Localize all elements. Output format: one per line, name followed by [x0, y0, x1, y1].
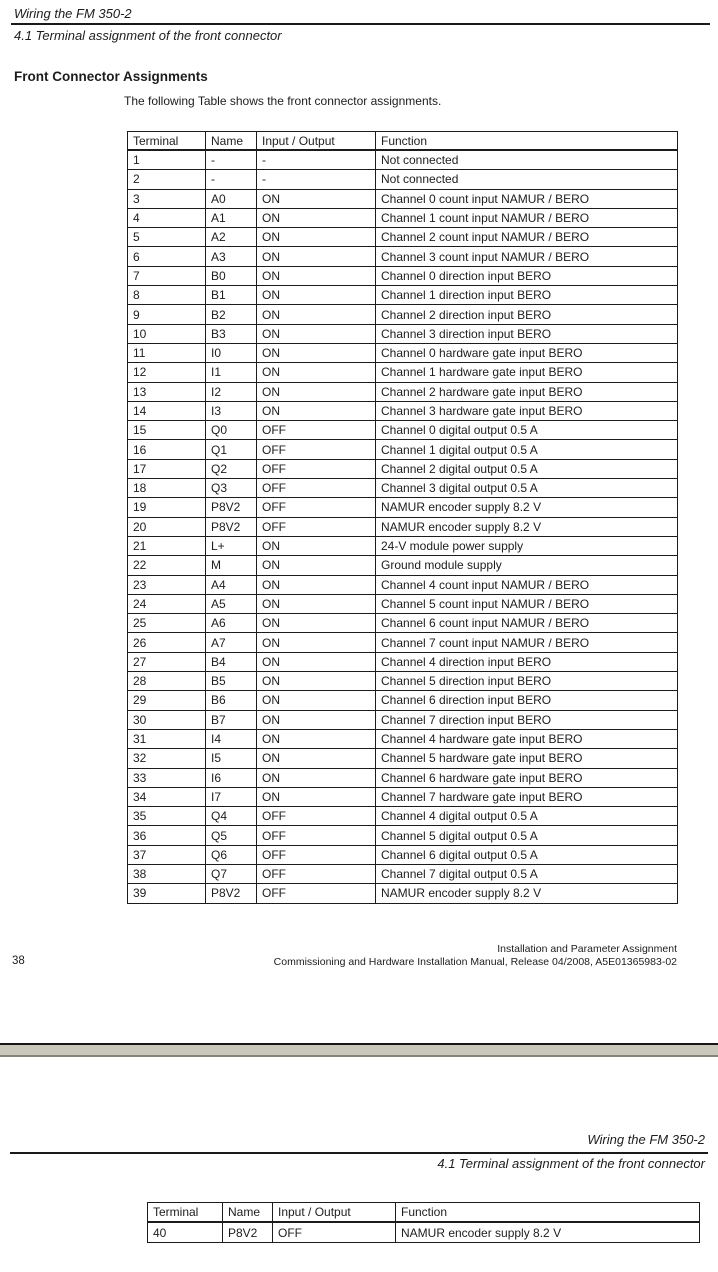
table-cell: 5 [128, 228, 206, 247]
table-cell: ON [257, 787, 376, 806]
table-cell: 13 [128, 382, 206, 401]
table-cell: OFF [257, 498, 376, 517]
table-cell: ON [257, 208, 376, 227]
table-cell: 6 [128, 247, 206, 266]
table-cell: ON [257, 324, 376, 343]
table-cell: I1 [206, 363, 257, 382]
table-cell: Channel 0 digital output 0.5 A [376, 421, 678, 440]
table-cell: Channel 7 digital output 0.5 A [376, 864, 678, 883]
table-cell: - [257, 150, 376, 170]
table-cell: OFF [257, 421, 376, 440]
page-separator-band [0, 1045, 718, 1055]
table-cell: 38 [128, 864, 206, 883]
table-cell: 1 [128, 150, 206, 170]
table-cell: Not connected [376, 150, 678, 170]
table-cell: 3 [128, 189, 206, 208]
page2-header-rule [10, 1152, 708, 1154]
table-cell: ON [257, 768, 376, 787]
table-cell: ON [257, 729, 376, 748]
table-row [128, 594, 678, 613]
table-row [128, 459, 678, 478]
table-cell: ON [257, 266, 376, 285]
table-cell: ON [257, 614, 376, 633]
table-cell: Channel 0 direction input BERO [376, 266, 678, 285]
table-cell: Channel 0 hardware gate input BERO [376, 343, 678, 362]
table-row [128, 401, 678, 420]
column-header: Function [376, 132, 678, 151]
table-cell: OFF [257, 845, 376, 864]
table-row [128, 826, 678, 845]
table-cell: 37 [128, 845, 206, 864]
table-cell: 11 [128, 343, 206, 362]
table-row [128, 150, 678, 170]
table-cell: L+ [206, 536, 257, 555]
table-cell: A2 [206, 228, 257, 247]
page2-running-title: Wiring the FM 350-2 [587, 1132, 705, 1147]
table-row [128, 710, 678, 729]
table-cell: 31 [128, 729, 206, 748]
table-cell: Q5 [206, 826, 257, 845]
table-cell: 22 [128, 556, 206, 575]
table-cell: ON [257, 536, 376, 555]
column-header: Input / Output [273, 1203, 396, 1223]
column-header: Terminal [148, 1203, 223, 1223]
table-cell: ON [257, 343, 376, 362]
table-cell: Channel 4 digital output 0.5 A [376, 807, 678, 826]
table-row [128, 749, 678, 768]
table-cell: ON [257, 575, 376, 594]
page2-running-subtitle: 4.1 Terminal assignment of the front connector [437, 1156, 705, 1171]
table-cell: 4 [128, 208, 206, 227]
table-row [128, 189, 678, 208]
table-cell: Channel 5 hardware gate input BERO [376, 749, 678, 768]
table-row [128, 208, 678, 227]
table-cell: P8V2 [206, 517, 257, 536]
table-row [128, 421, 678, 440]
table-cell: Channel 4 direction input BERO [376, 652, 678, 671]
table-row [128, 498, 678, 517]
table-cell: Q1 [206, 440, 257, 459]
table-cell: ON [257, 749, 376, 768]
table-cell: Channel 6 count input NAMUR / BERO [376, 614, 678, 633]
table-cell: P8V2 [206, 498, 257, 517]
table-cell: 35 [128, 807, 206, 826]
table-cell: 14 [128, 401, 206, 420]
table-cell: I7 [206, 787, 257, 806]
table-cell: ON [257, 286, 376, 305]
table-cell: ON [257, 247, 376, 266]
table-cell: OFF [257, 459, 376, 478]
table-cell: 30 [128, 710, 206, 729]
table-cell: Q2 [206, 459, 257, 478]
table-cell: Channel 3 digital output 0.5 A [376, 479, 678, 498]
table-cell: Channel 3 count input NAMUR / BERO [376, 247, 678, 266]
column-header: Name [206, 132, 257, 151]
table-cell: B0 [206, 266, 257, 285]
table-cell: 12 [128, 363, 206, 382]
table-cell: A4 [206, 575, 257, 594]
table-cell: ON [257, 691, 376, 710]
table-cell: Channel 7 direction input BERO [376, 710, 678, 729]
table-cell: 16 [128, 440, 206, 459]
table-row [128, 556, 678, 575]
table-cell: Q7 [206, 864, 257, 883]
table-cell: I2 [206, 382, 257, 401]
table-cell: Channel 4 hardware gate input BERO [376, 729, 678, 748]
table-cell: Channel 1 digital output 0.5 A [376, 440, 678, 459]
table-cell: 39 [128, 884, 206, 903]
table-cell: 18 [128, 479, 206, 498]
page1-header-rule [11, 23, 710, 25]
table-row [128, 884, 678, 903]
column-header: Function [396, 1203, 700, 1223]
table-header-row [148, 1203, 700, 1223]
table-cell: Channel 7 count input NAMUR / BERO [376, 633, 678, 652]
table-cell: OFF [257, 864, 376, 883]
table-cell: Channel 5 count input NAMUR / BERO [376, 594, 678, 613]
column-header: Name [223, 1203, 273, 1223]
footer-manual-release: Commissioning and Hardware Installation Manual, Release 04/2008, A5E01365983-02 [273, 956, 677, 968]
table-cell: Channel 5 digital output 0.5 A [376, 826, 678, 845]
table-cell: Channel 6 direction input BERO [376, 691, 678, 710]
table-cell: OFF [257, 826, 376, 845]
table-row [128, 305, 678, 324]
table-cell: 40 [148, 1222, 223, 1243]
table-cell: ON [257, 710, 376, 729]
table-cell: Channel 5 direction input BERO [376, 672, 678, 691]
table-header-row [128, 132, 678, 151]
page1-running-subtitle: 4.1 Terminal assignment of the front connector [14, 28, 282, 43]
table-cell: P8V2 [223, 1222, 273, 1243]
table-cell: - [206, 170, 257, 189]
table-row [128, 479, 678, 498]
table-row [128, 536, 678, 555]
table-cell: OFF [257, 884, 376, 903]
table-cell: A6 [206, 614, 257, 633]
table-cell: ON [257, 305, 376, 324]
table-cell: ON [257, 594, 376, 613]
table-cell: A1 [206, 208, 257, 227]
table-cell: Channel 0 count input NAMUR / BERO [376, 189, 678, 208]
table-cell: 8 [128, 286, 206, 305]
table-cell: I5 [206, 749, 257, 768]
table-cell: NAMUR encoder supply 8.2 V [376, 517, 678, 536]
table-row [128, 575, 678, 594]
table-cell: I6 [206, 768, 257, 787]
table-cell: 10 [128, 324, 206, 343]
table-cell: 34 [128, 787, 206, 806]
column-header: Input / Output [257, 132, 376, 151]
table-cell: B5 [206, 672, 257, 691]
table-row [128, 440, 678, 459]
table-cell: Channel 2 hardware gate input BERO [376, 382, 678, 401]
table-cell: OFF [257, 440, 376, 459]
table-cell: Channel 2 direction input BERO [376, 305, 678, 324]
table-cell: 9 [128, 305, 206, 324]
table-cell: Channel 1 direction input BERO [376, 286, 678, 305]
table-cell: B1 [206, 286, 257, 305]
page-separator-bottom-line [0, 1055, 718, 1057]
table-cell: 25 [128, 614, 206, 633]
table-cell: Q0 [206, 421, 257, 440]
table-cell: OFF [257, 807, 376, 826]
intro-text: The following Table shows the front connector assignments. [124, 94, 442, 108]
table-cell: NAMUR encoder supply 8.2 V [396, 1222, 700, 1243]
section-heading: Front Connector Assignments [14, 69, 208, 84]
table-cell: Channel 1 hardware gate input BERO [376, 363, 678, 382]
table-cell: ON [257, 363, 376, 382]
table-row [128, 864, 678, 883]
table-cell: Ground module supply [376, 556, 678, 575]
table-cell: Channel 2 count input NAMUR / BERO [376, 228, 678, 247]
table-cell: 32 [128, 749, 206, 768]
table-cell: Channel 4 count input NAMUR / BERO [376, 575, 678, 594]
table-cell: B3 [206, 324, 257, 343]
table-cell: Not connected [376, 170, 678, 189]
table-row [128, 228, 678, 247]
table-cell: I0 [206, 343, 257, 362]
table-cell: ON [257, 633, 376, 652]
table-row [128, 652, 678, 671]
table-cell: M [206, 556, 257, 575]
table-cell: B4 [206, 652, 257, 671]
table-cell: 17 [128, 459, 206, 478]
front-connector-table [127, 131, 678, 904]
table-cell: 24-V module power supply [376, 536, 678, 555]
table-cell: B6 [206, 691, 257, 710]
table-cell: Channel 1 count input NAMUR / BERO [376, 208, 678, 227]
table-row [128, 382, 678, 401]
table-cell: 21 [128, 536, 206, 555]
table-cell: ON [257, 556, 376, 575]
table-cell: ON [257, 401, 376, 420]
column-header: Terminal [128, 132, 206, 151]
table-cell: B7 [206, 710, 257, 729]
table-cell: ON [257, 189, 376, 208]
table-row [128, 517, 678, 536]
footer-manual-title: Installation and Parameter Assignment [497, 943, 677, 955]
table-row [128, 170, 678, 189]
table-row [128, 363, 678, 382]
table-cell: A3 [206, 247, 257, 266]
table-cell: B2 [206, 305, 257, 324]
table-cell: Channel 2 digital output 0.5 A [376, 459, 678, 478]
table-cell: 29 [128, 691, 206, 710]
table-cell: 2 [128, 170, 206, 189]
table-cell: ON [257, 228, 376, 247]
table-row [128, 247, 678, 266]
table-cell: 33 [128, 768, 206, 787]
table-cell: ON [257, 382, 376, 401]
table-cell: 26 [128, 633, 206, 652]
table-row [128, 343, 678, 362]
table-cell: - [257, 170, 376, 189]
table-row [128, 807, 678, 826]
page-number: 38 [12, 955, 25, 967]
table-cell: A7 [206, 633, 257, 652]
table-cell: Channel 6 hardware gate input BERO [376, 768, 678, 787]
table-cell: I4 [206, 729, 257, 748]
table-cell: 7 [128, 266, 206, 285]
table-cell: P8V2 [206, 884, 257, 903]
table-cell: Channel 3 hardware gate input BERO [376, 401, 678, 420]
table-row [148, 1222, 700, 1243]
table-cell: 36 [128, 826, 206, 845]
table-cell: Channel 3 direction input BERO [376, 324, 678, 343]
table-cell: A5 [206, 594, 257, 613]
table-cell: - [206, 150, 257, 170]
table-row [128, 614, 678, 633]
table-cell: 20 [128, 517, 206, 536]
table-cell: 15 [128, 421, 206, 440]
table-cell: I3 [206, 401, 257, 420]
table-cell: 28 [128, 672, 206, 691]
table-cell: Q4 [206, 807, 257, 826]
table-cell: Channel 7 hardware gate input BERO [376, 787, 678, 806]
front-connector-table-continued [147, 1202, 700, 1243]
table-cell: NAMUR encoder supply 8.2 V [376, 498, 678, 517]
table-row [128, 286, 678, 305]
table-cell: ON [257, 652, 376, 671]
table-row [128, 768, 678, 787]
table-cell: 24 [128, 594, 206, 613]
table-cell: 19 [128, 498, 206, 517]
table-cell: Channel 6 digital output 0.5 A [376, 845, 678, 864]
table-cell: Q6 [206, 845, 257, 864]
table-row [128, 691, 678, 710]
table-cell: 23 [128, 575, 206, 594]
table-row [128, 672, 678, 691]
table-cell: Q3 [206, 479, 257, 498]
table-cell: OFF [257, 517, 376, 536]
table-row [128, 845, 678, 864]
page1-running-title: Wiring the FM 350-2 [14, 6, 132, 21]
table-row [128, 266, 678, 285]
table-row [128, 729, 678, 748]
table-row [128, 787, 678, 806]
table-cell: OFF [257, 479, 376, 498]
table-cell: A0 [206, 189, 257, 208]
table-cell: NAMUR encoder supply 8.2 V [376, 884, 678, 903]
table-cell: 27 [128, 652, 206, 671]
table-row [128, 633, 678, 652]
table-row [128, 324, 678, 343]
table-cell: OFF [273, 1222, 396, 1243]
table-cell: ON [257, 672, 376, 691]
